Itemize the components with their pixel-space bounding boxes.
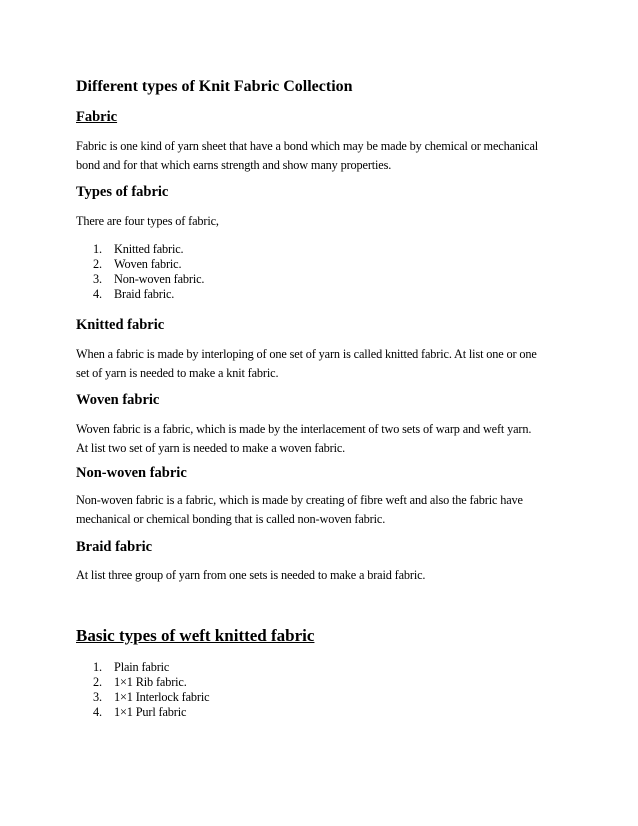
paragraph-line: When a fabric is made by interloping of one set of yarn is called knitted fabric. At list one or one	[76, 347, 537, 361]
heading-braid-fabric: Braid fabric	[76, 539, 153, 555]
heading-weft-knitted-types: Basic types of weft knitted fabric	[76, 626, 315, 645]
list-item-text: Braid fabric.	[114, 287, 175, 301]
list-item	[93, 690, 209, 705]
heading-non-woven-fabric: Non-woven fabric	[76, 465, 187, 481]
list-item-text: 1×1 Purl fabric	[114, 705, 187, 719]
heading-woven-fabric: Woven fabric	[76, 392, 160, 408]
heading-fabric: Fabric	[76, 109, 118, 125]
list-weft-knitted-types	[93, 660, 209, 720]
paragraph-non-woven-fabric	[76, 491, 576, 529]
list-item-text: Non-woven fabric.	[114, 272, 205, 286]
list-item-text: Woven fabric.	[114, 257, 182, 271]
list-item-number: 3.	[93, 272, 102, 286]
paragraph-woven-fabric	[76, 420, 576, 458]
list-item	[93, 287, 204, 302]
list-item-text: 1×1 Rib fabric.	[114, 675, 187, 689]
paragraph-line: Fabric is one kind of yarn sheet that have a bond which may be made by chemical or mechanical	[76, 139, 539, 153]
paragraph-fabric	[76, 137, 576, 175]
list-item	[93, 257, 204, 272]
paragraph-braid-fabric	[76, 566, 576, 585]
paragraph-line: mechanical or chemical bonding that is called non-woven fabric.	[76, 512, 386, 526]
list-item-number: 4.	[93, 705, 102, 719]
list-item-text: 1×1 Interlock fabric	[114, 690, 210, 704]
heading-types-of-fabric: Types of fabric	[76, 184, 169, 200]
paragraph-knitted-fabric	[76, 345, 576, 383]
heading-knitted-fabric: Knitted fabric	[76, 317, 165, 333]
paragraph-line: bond and for that which earns strength and show many properties.	[76, 158, 392, 172]
list-item	[93, 675, 209, 690]
list-item	[93, 242, 204, 257]
list-item-number: 4.	[93, 287, 102, 301]
paragraph-line: set of yarn is needed to make a knit fabric.	[76, 366, 279, 380]
paragraph-line: At list three group of yarn from one sets is needed to make a braid fabric.	[76, 568, 426, 582]
paragraph-types-intro	[76, 212, 576, 231]
list-item	[93, 660, 209, 675]
list-item-text: Plain fabric	[114, 660, 170, 674]
list-item-number: 3.	[93, 690, 102, 704]
list-item-text: Knitted fabric.	[114, 242, 184, 256]
list-item-number: 2.	[93, 675, 102, 689]
list-item-number: 1.	[93, 242, 102, 256]
paragraph-line: Woven fabric is a fabric, which is made by the interlacement of two sets of warp and weft yarn.	[76, 422, 532, 436]
list-item-number: 2.	[93, 257, 102, 271]
list-item	[93, 272, 204, 287]
list-fabric-types	[93, 242, 204, 302]
paragraph-line: There are four types of fabric,	[76, 214, 219, 228]
list-item	[93, 705, 209, 720]
paragraph-line: Non-woven fabric is a fabric, which is made by creating of fibre weft and also the fabric have	[76, 493, 523, 507]
document-title: Different types of Knit Fabric Collection	[76, 78, 353, 95]
paragraph-line: At list two set of yarn is needed to make a woven fabric.	[76, 441, 346, 455]
list-item-number: 1.	[93, 660, 102, 674]
